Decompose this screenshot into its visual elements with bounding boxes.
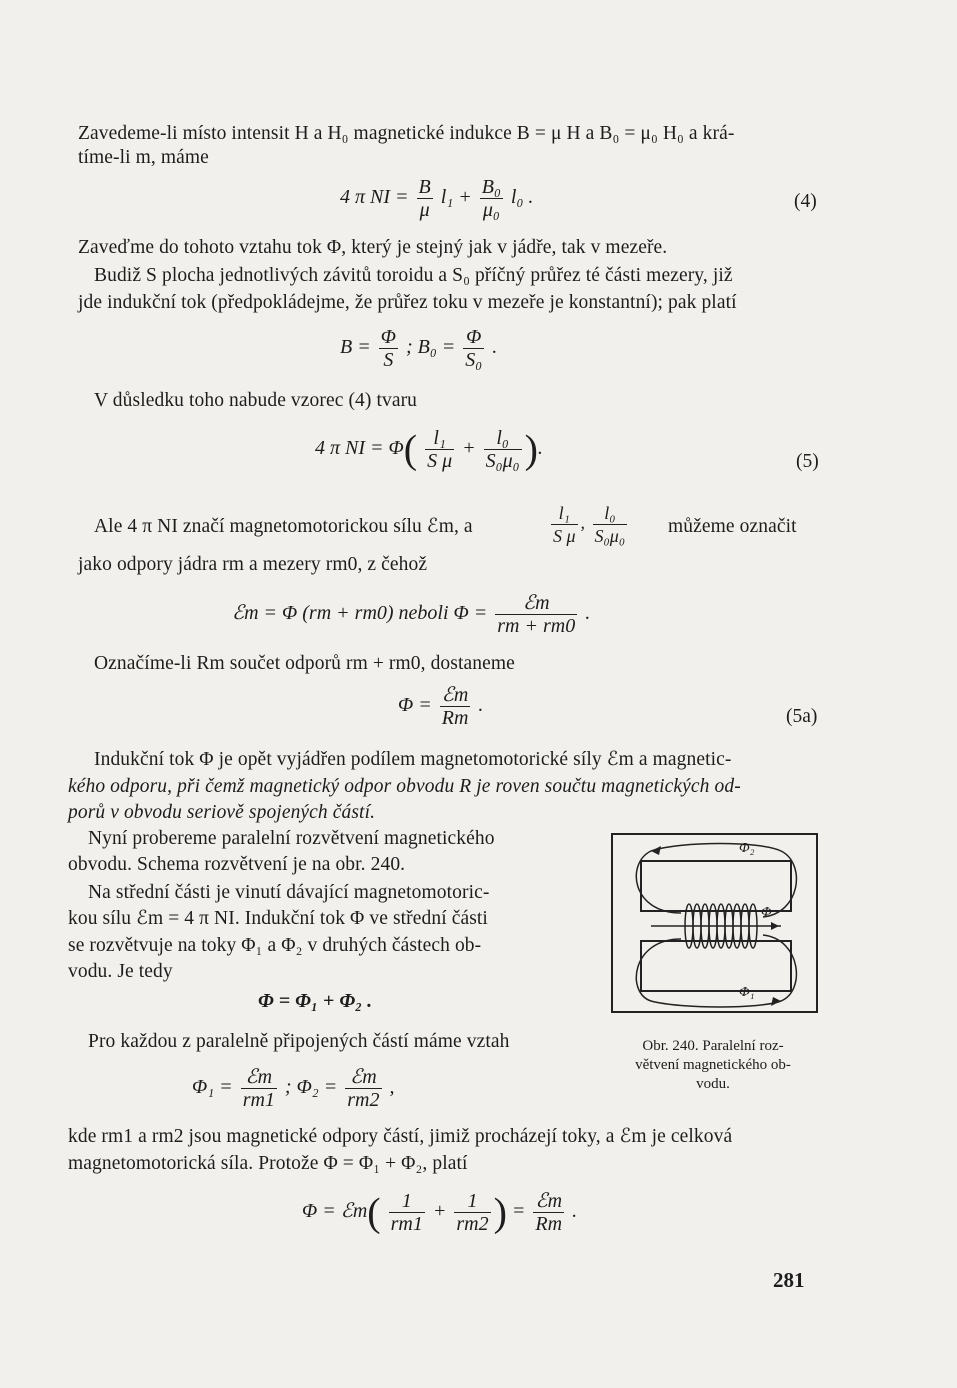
text-line: Zavedeme-li místo intensit H a H₀ magnetické indukce B = μ H a B₀ = μ₀ H₀ a krá- (78, 123, 735, 144)
text-line: V důsledku toho nabude vzorec (4) tvaru (94, 390, 418, 411)
text-line: Zaveďme do tohoto vztahu tok Φ, který je stejný jak v jádře, tak v mezeře. (78, 237, 668, 258)
figure-caption: Obr. 240. Paralelní roz- větvení magnetického ob- vodu. (635, 1038, 791, 1092)
equation-5: 4 π NI = Φ( $\frac{\text{l₁}}{\text{S μ}}$ + $\frac{\text{l₀}}{\text{S₀μ₀}}$ ). (315, 426, 543, 472)
text-line: obvodu. Schema rozvětvení je na obr. 240. (68, 854, 406, 875)
text-line: jde indukční tok (předpokládejme, že průřez toku v mezeře je konstantní); pak platí (78, 292, 737, 313)
label-phi2: Φ₂ (739, 841, 755, 856)
equation-4: 4 π NI = $\frac{B}{\mu}$ l₁ + $\frac{\text{B₀}}{\text{μ₀}}$ l₀ . (340, 176, 534, 221)
text-line: porů v obvodu seriově spojených částí. (68, 802, 376, 823)
text-line: Indukční tok Φ je opět vyjádřen podílem magnetomotorické síly ℰm a magnetic- (94, 749, 732, 770)
text-line: vodu. Je tedy (68, 961, 173, 982)
text-line: tíme-li m, máme (78, 147, 209, 168)
text-line: můžeme označit (668, 516, 797, 537)
label-phi1: Φ₁ (739, 985, 755, 1000)
text-line: Budiž S plocha jednotlivých závitů toroidu a S₀ příčný průřez té části mezery, již (94, 265, 733, 286)
equation-5a: Φ = $\frac{\text{ℰm}}{Rm}$ . (398, 684, 484, 729)
equation-e: ℰm = Φ (rm + rm0) neboli Φ = $\frac{\text{ℰm}}{rm + rm0}$ . (232, 592, 591, 637)
equation-parts: Φ₁ = $\frac{\text{ℰm}}{rm1}$ ; Φ₂ = $\frac{\text{ℰm}}{rm2}$ , (192, 1066, 395, 1111)
inline-fractions: $\frac{\text{l₁}}{\text{S μ}}$ , $\frac{\text{l₀}}{\text{S₀μ₀}}$ (553, 503, 626, 546)
equation-final: Φ = ℰm( $\frac{1}{rm1}$ + $\frac{1}{rm2}$ ) = $\frac{\text{ℰm}}{Rm}$ . (302, 1189, 578, 1235)
text-line: kého odporu, při čemž magnetický odpor obvodu R je roven součtu magnetických od- (68, 776, 741, 797)
text-line: Na střední části je vinutí dávající magnetomotoric- (88, 882, 490, 903)
text-line: jako odpory jádra rm a mezery rm0, z čehož (78, 554, 428, 575)
equation-number: (5a) (786, 706, 818, 727)
equation-b: B = $\frac{\Phi}{S}$ ; B₀ = $\frac{\Phi}{\text{S₀}}$ . (340, 326, 498, 371)
text-line: Označíme-li Rm součet odporů rm + rm0, dostaneme (94, 653, 515, 674)
text-line: kou sílu ℰm = 4 π NI. Indukční tok Φ ve střední části (68, 908, 488, 929)
text-line: Nyní probereme paralelní rozvětvení magnetického (88, 828, 495, 849)
text-line: Ale 4 π NI značí magnetomotorickou sílu ℰm, a (94, 516, 473, 537)
page-number: 281 (773, 1268, 805, 1292)
text-line: magnetomotorická síla. Protože Φ = Φ₁ + Φ₂, platí (68, 1153, 468, 1174)
figure-240 (611, 833, 818, 1013)
text-line: se rozvětvuje na toky Φ₁ a Φ₂ v druhých částech ob- (68, 935, 482, 956)
label-phi: Φ (761, 905, 772, 920)
equation-phi-sum: Φ = Φ₁ + Φ₂ . (258, 990, 373, 1012)
equation-number: (5) (796, 451, 819, 472)
text-line: Pro každou z paralelně připojených částí máme vztah (88, 1031, 510, 1052)
text-line: kde rm1 a rm2 jsou magnetické odpory částí, jimiž procházejí toky, a ℰm je celková (68, 1126, 733, 1147)
magnetic-circuit-diagram (611, 833, 818, 1013)
equation-number: (4) (794, 191, 817, 212)
